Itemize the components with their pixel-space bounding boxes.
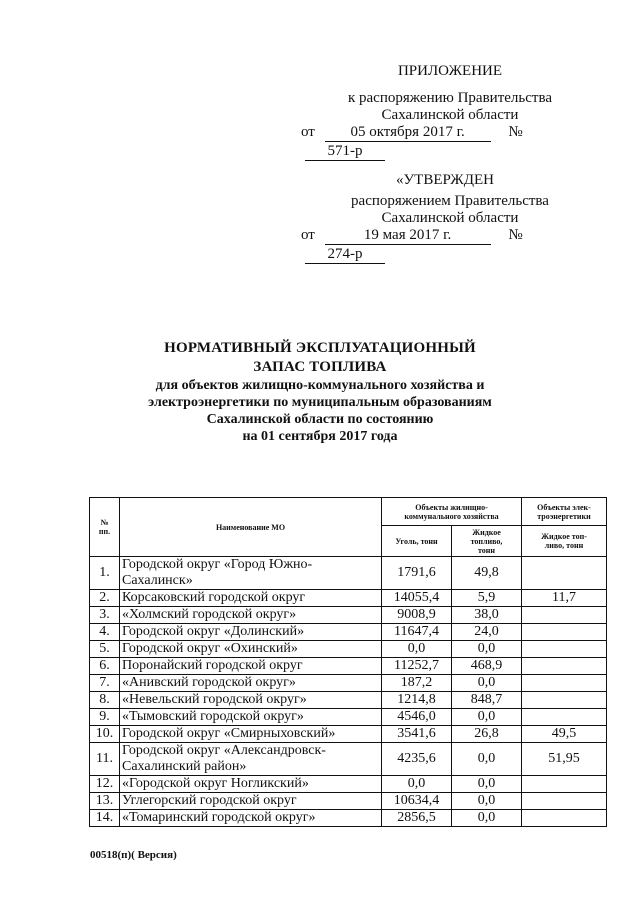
table-row [90, 557, 607, 590]
row-municipality: Городской округ «Охинский» [120, 641, 382, 658]
row-number: 3. [90, 607, 120, 624]
row-coal: 10634,4 [382, 793, 452, 810]
row-power-liquid-fuel [522, 793, 607, 810]
row-coal: 0,0 [382, 641, 452, 658]
row-municipality: «Городской округ Ногликский» [120, 776, 382, 793]
row-number: 8. [90, 692, 120, 709]
row-power-liquid-fuel: 51,95 [522, 743, 607, 776]
approved-number: 274-р [305, 245, 385, 264]
header-power: Объекты элек- троэнергетики [522, 498, 607, 526]
row-number: 11. [90, 743, 120, 776]
row-power-liquid-fuel [522, 557, 607, 590]
row-coal: 11252,7 [382, 658, 452, 675]
approved-title: «УТВЕРЖДЕН [396, 172, 494, 188]
header-name: Наименование МО [120, 498, 382, 557]
row-power-liquid-fuel [522, 776, 607, 793]
table-body [90, 557, 607, 827]
row-number: 4. [90, 624, 120, 641]
table-row [90, 743, 607, 776]
row-coal: 187,2 [382, 675, 452, 692]
row-municipality: Городской округ «Смирныховский» [120, 726, 382, 743]
row-number: 7. [90, 675, 120, 692]
subtitle-line4: на 01 сентября 2017 года [242, 429, 398, 444]
appendix-reference [301, 123, 601, 161]
table-row [90, 726, 607, 743]
table-row [90, 607, 607, 624]
table-row [90, 793, 607, 810]
header-housing: Объекты жилищно- коммунального хозяйства [382, 498, 522, 526]
approved-line2: Сахалинской области [381, 210, 519, 226]
header-coal: Уголь, тонн [382, 526, 452, 557]
title-line1: НОРМАТИВНЫЙ ЭКСПЛУАТАЦИОННЫЙ [164, 340, 476, 356]
row-power-liquid-fuel: 49,5 [522, 726, 607, 743]
row-municipality: Городской округ «Город Южно- Сахалинск» [120, 557, 382, 590]
row-municipality: «Невельский городской округ» [120, 692, 382, 709]
row-municipality: Поронайский городской округ [120, 658, 382, 675]
fuel-reserve-table [89, 497, 607, 827]
table-row [90, 624, 607, 641]
row-liquid-fuel: 0,0 [452, 641, 522, 658]
row-liquid-fuel: 848,7 [452, 692, 522, 709]
row-liquid-fuel: 24,0 [452, 624, 522, 641]
row-liquid-fuel: 0,0 [452, 709, 522, 726]
appendix-line1: к распоряжению Правительства [347, 90, 552, 106]
row-liquid-fuel: 0,0 [452, 810, 522, 827]
table-row [90, 675, 607, 692]
table-row [90, 776, 607, 793]
row-coal: 4235,6 [382, 743, 452, 776]
row-number: 1. [90, 557, 120, 590]
row-coal: 3541,6 [382, 726, 452, 743]
row-number: 5. [90, 641, 120, 658]
row-liquid-fuel: 49,8 [452, 557, 522, 590]
row-coal: 14055,4 [382, 590, 452, 607]
row-number: 2. [90, 590, 120, 607]
row-liquid-fuel: 468,9 [452, 658, 522, 675]
row-liquid-fuel: 0,0 [452, 743, 522, 776]
row-municipality: «Холмский городской округ» [120, 607, 382, 624]
row-power-liquid-fuel: 11,7 [522, 590, 607, 607]
row-municipality: Городской округ «Александровск- Сахалинский район» [120, 743, 382, 776]
appendix-number-label: № [508, 124, 523, 140]
subtitle-line2: электроэнергетики по муниципальным образованиям [148, 395, 492, 410]
appendix-number: 571-р [305, 142, 385, 161]
row-liquid-fuel: 38,0 [452, 607, 522, 624]
appendix-date: 05 октября 2017 г. [325, 123, 491, 142]
header-power-liquid: Жидкое топ- ливо, тонн [522, 526, 607, 557]
document-subtitle [0, 377, 640, 445]
table-row [90, 590, 607, 607]
row-liquid-fuel: 5,9 [452, 590, 522, 607]
row-municipality: «Тымовский городской округ» [120, 709, 382, 726]
row-number: 6. [90, 658, 120, 675]
row-number: 13. [90, 793, 120, 810]
approved-from-label: от [301, 227, 315, 243]
approved-line1: распоряжением Правительства [351, 193, 549, 209]
row-coal: 4546,0 [382, 709, 452, 726]
row-power-liquid-fuel [522, 692, 607, 709]
table-row [90, 641, 607, 658]
row-municipality: «Анивский городской округ» [120, 675, 382, 692]
approved-date: 19 мая 2017 г. [325, 226, 491, 245]
row-power-liquid-fuel [522, 675, 607, 692]
table-row [90, 810, 607, 827]
row-municipality: Городской округ «Долинский» [120, 624, 382, 641]
table-row [90, 658, 607, 675]
table-header-row [90, 498, 607, 526]
row-number: 12. [90, 776, 120, 793]
row-power-liquid-fuel [522, 658, 607, 675]
approved-number-label: № [508, 227, 523, 243]
row-power-liquid-fuel [522, 607, 607, 624]
row-coal: 9008,9 [382, 607, 452, 624]
approved-reference [301, 226, 601, 264]
row-number: 9. [90, 709, 120, 726]
row-liquid-fuel: 0,0 [452, 675, 522, 692]
table-row [90, 692, 607, 709]
row-liquid-fuel: 26,8 [452, 726, 522, 743]
row-coal: 11647,4 [382, 624, 452, 641]
row-municipality: Корсаковский городской округ [120, 590, 382, 607]
row-number: 10. [90, 726, 120, 743]
subtitle-line3: Сахалинской области по состоянию [206, 412, 434, 427]
header-no: № пп. [90, 498, 120, 557]
document-title [0, 339, 640, 377]
row-coal: 1791,6 [382, 557, 452, 590]
row-coal: 0,0 [382, 776, 452, 793]
subtitle-line1: для объектов жилищно-коммунального хозяйства и [155, 378, 485, 393]
appendix-line2: Сахалинской области [381, 107, 519, 123]
appendix-title: ПРИЛОЖЕНИЕ [397, 63, 503, 79]
title-line2: ЗАПАС ТОПЛИВА [253, 359, 387, 375]
footer-code: 00518(п)( Версия) [90, 849, 177, 861]
row-coal: 2856,5 [382, 810, 452, 827]
row-power-liquid-fuel [522, 709, 607, 726]
table-row [90, 709, 607, 726]
row-power-liquid-fuel [522, 624, 607, 641]
row-power-liquid-fuel [522, 810, 607, 827]
row-coal: 1214,8 [382, 692, 452, 709]
row-municipality: «Томаринский городской округ» [120, 810, 382, 827]
row-power-liquid-fuel [522, 641, 607, 658]
row-number: 14. [90, 810, 120, 827]
row-municipality: Углегорский городской округ [120, 793, 382, 810]
header-liquid: Жидкое топливо, тонн [452, 526, 522, 557]
appendix-from-label: от [301, 124, 315, 140]
row-liquid-fuel: 0,0 [452, 793, 522, 810]
row-liquid-fuel: 0,0 [452, 776, 522, 793]
